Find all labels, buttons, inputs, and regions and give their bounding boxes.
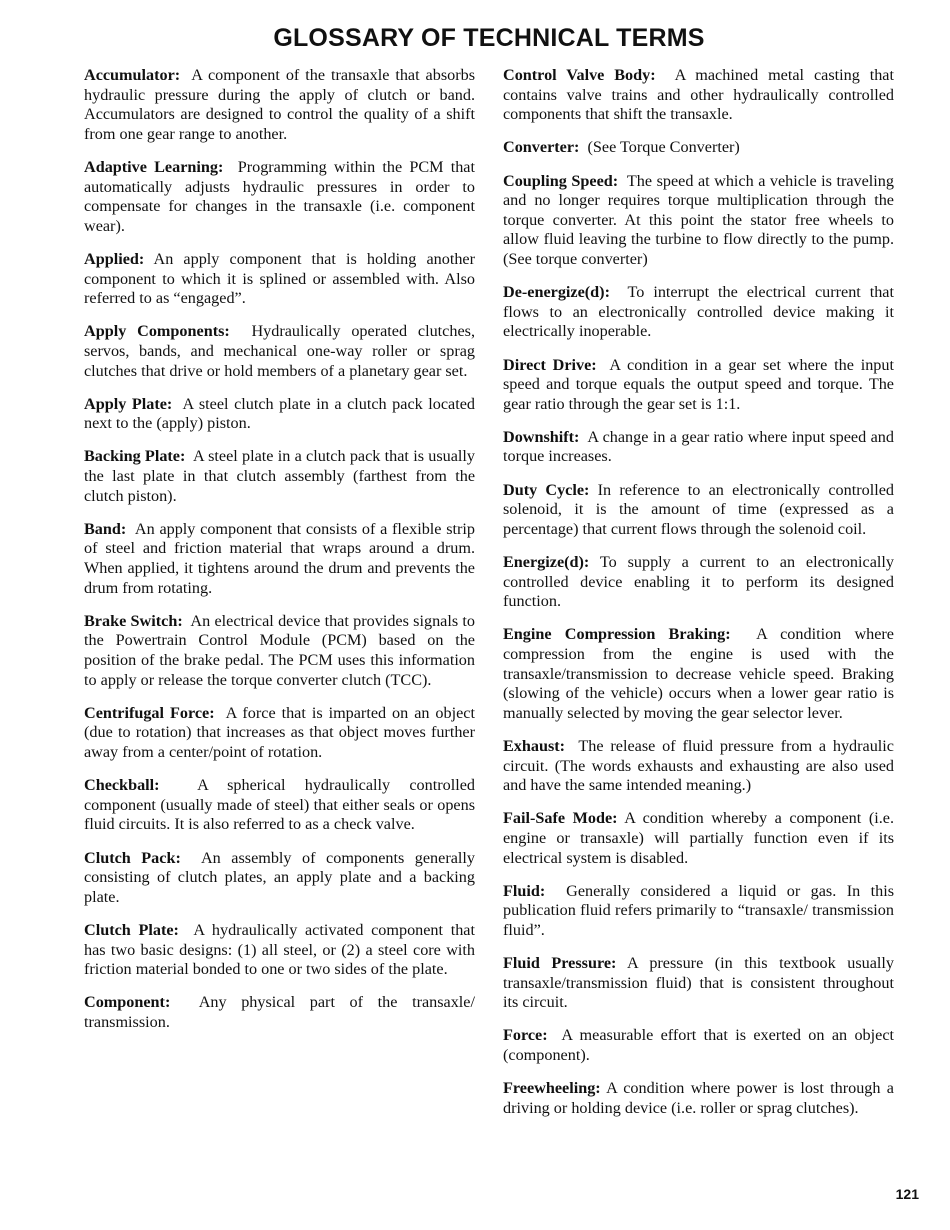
- glossary-term: Applied:: [84, 249, 145, 268]
- glossary-entry-checkball: [84, 776, 475, 835]
- glossary-term: Backing Plate:: [84, 447, 186, 466]
- glossary-term: Fluid Pressure:: [503, 954, 617, 973]
- glossary-definition: A condition where compression from the engine is used with the transaxle/transmission to decrease vehicle speed. Braking (slowing of the vehicle) occurs when a lower gear ratio is manually selected by moving the gear selector lever.: [503, 625, 894, 722]
- glossary-term: Band:: [84, 519, 127, 538]
- glossary-definition: A machined metal casting that contains valve trains and other hydraulically controlled components that shift the transaxle.: [503, 66, 894, 124]
- glossary-definition: A steel plate in a clutch pack that is usually the last plate in that clutch assembly (farthest from the clutch piston).: [84, 447, 476, 505]
- glossary-term: Clutch Plate:: [84, 920, 179, 939]
- glossary-definition: Hydraulically operated clutches, servos, bands, and mechanical one-way roller or sprag clutches that drive or hold members of a planetary gear set.: [84, 322, 475, 380]
- glossary-definition: Programming within the PCM that automatically adjusts hydraulic pressures in order to compensate for changes in the transaxle (i.e. component wear).: [84, 157, 475, 235]
- glossary-definition: A measurable effort that is exerted on an object (component).: [503, 1026, 894, 1065]
- glossary-definition: (See Torque Converter): [587, 138, 740, 157]
- glossary-term: Apply Components:: [84, 322, 230, 341]
- glossary-definition: A condition in a gear set where the input speed and torque equals the output speed and torque. The gear ratio through the gear set is 1:1.: [503, 355, 894, 413]
- glossary-term: Downshift:: [503, 427, 580, 446]
- glossary-definition: To interrupt the electrical current that flows to an electronically controlled device making it electrically inoperable.: [503, 283, 894, 341]
- glossary-entry-component: [84, 993, 475, 1032]
- glossary-term: Engine Compression Braking:: [503, 625, 731, 644]
- glossary-entry-brake-switch: [84, 612, 475, 690]
- glossary-definition: To supply a current to an electronically controlled device enabling it to perform its designed function.: [503, 553, 894, 611]
- glossary-term: Adaptive Learning:: [84, 157, 224, 176]
- glossary-entry-de-energize: [503, 283, 894, 342]
- glossary-entry-energize: [503, 553, 894, 612]
- glossary-entry-backing-plate: [84, 447, 475, 506]
- glossary-entry-downshift: [503, 428, 894, 467]
- glossary-definition: In reference to an electronically controlled solenoid, it is the amount of time (expressed as a percentage) that current flows through the solenoid coil.: [503, 480, 894, 538]
- glossary-term: Control Valve Body:: [503, 66, 656, 84]
- glossary-left-column: [84, 66, 475, 1046]
- glossary-entry-apply-components: [84, 322, 475, 381]
- glossary-definition: Any physical part of the transaxle/ transmission.: [84, 993, 475, 1031]
- glossary-term: Force:: [503, 1026, 548, 1045]
- glossary-entry-applied: [84, 250, 475, 309]
- glossary-definition: Generally considered a liquid or gas. In this publication fluid refers primarily to “transaxle/ transmission fluid”.: [503, 881, 895, 939]
- glossary-entry-accumulator: [84, 66, 475, 144]
- glossary-term: Centrifugal Force:: [84, 703, 215, 722]
- glossary-term: Brake Switch:: [84, 611, 183, 630]
- glossary-definition: A pressure (in this textbook usually transaxle/transmission fluid) that is consistent throughout its circuit.: [503, 954, 894, 1012]
- glossary-definition: The speed at which a vehicle is traveling and no longer requires torque multiplication through the torque converter. At this point the stator free wheels to allow fluid leaving the turbine to flow directly to the pump. (See torque converter): [503, 171, 894, 268]
- glossary-definition: An assembly of components generally consisting of clutch plates, an apply plate and a backing plate.: [84, 848, 475, 906]
- glossary-entry-exhaust: [503, 737, 894, 796]
- glossary-term: Checkball:: [84, 776, 160, 795]
- glossary-entry-force: [503, 1026, 894, 1065]
- glossary-term: Converter:: [503, 138, 580, 157]
- glossary-term: Direct Drive:: [503, 355, 597, 374]
- glossary-entry-fluid-pressure: [503, 954, 894, 1013]
- glossary-entry-freewheeling: [503, 1079, 894, 1118]
- glossary-term: Apply Plate:: [84, 394, 173, 413]
- glossary-entry-duty-cycle: [503, 481, 894, 540]
- glossary-definition: A spherical hydraulically controlled component (usually made of steel) that either seals or opens fluid circuits. It is also referred to as a check valve.: [84, 776, 475, 834]
- glossary-definition: A change in a gear ratio where input speed and torque increases.: [503, 427, 894, 466]
- glossary-definition: A condition where power is lost through a driving or holding device (i.e. roller or sprag clutches).: [503, 1079, 894, 1117]
- page-number: 121: [895, 1186, 919, 1202]
- glossary-right-column: [503, 66, 894, 1132]
- glossary-term: De-energize(d):: [503, 283, 610, 302]
- glossary-term: Fail-Safe Mode:: [503, 809, 618, 828]
- glossary-term: Energize(d):: [503, 553, 590, 572]
- glossary-term: Duty Cycle:: [503, 480, 590, 499]
- glossary-definition: An apply component that consists of a flexible strip of steel and friction material that wraps around a drum. When applied, it tightens around the drum and prevents the drum from rotating.: [84, 519, 475, 597]
- glossary-entry-fail-safe-mode: [503, 809, 894, 868]
- glossary-term: Coupling Speed:: [503, 171, 619, 190]
- glossary-definition: An electrical device that provides signals to the Powertrain Control Module (PCM) based on the position of the brake pedal. The PCM uses this information to apply or release the torque converter clutch (TCC).: [84, 611, 476, 689]
- glossary-entry-engine-compression-braking: [503, 625, 894, 723]
- glossary-entry-band: [84, 520, 475, 598]
- glossary-entry-fluid: [503, 882, 894, 941]
- glossary-entry-clutch-plate: [84, 921, 475, 980]
- glossary-entry-coupling-speed: [503, 172, 894, 270]
- glossary-entry-centrifugal-force: [84, 704, 475, 763]
- glossary-term: Fluid:: [503, 881, 546, 900]
- glossary-entry-control-valve-body: [503, 66, 894, 125]
- glossary-term: Accumulator:: [84, 66, 181, 84]
- glossary-definition: A force that is imparted on an object (due to rotation) that increases as that object moves further away from a center/point of rotation.: [84, 703, 475, 761]
- glossary-definition: A hydraulically activated component that has two basic designs: (1) all steel, or (2) a steel core with friction material bonded to one or two sides of the plate.: [84, 920, 475, 979]
- glossary-term: Clutch Pack:: [84, 848, 181, 867]
- glossary-definition: The release of fluid pressure from a hydraulic circuit. (The words exhausts and exhausting are also used and have the same intended meaning.): [503, 736, 894, 795]
- glossary-definition: A condition whereby a component (i.e. engine or transaxle) will partially function even if its electrical system is disabled.: [503, 809, 894, 867]
- glossary-definition: A component of the transaxle that absorbs hydraulic pressure during the apply of clutch or band. Accumulators are designed to control the quality of a shift from one gear range to another.: [84, 66, 476, 143]
- glossary-entry-direct-drive: [503, 356, 894, 415]
- glossary-entry-adaptive-learning: [84, 158, 475, 236]
- glossary-entry-apply-plate: [84, 395, 475, 434]
- glossary-term: Component:: [84, 993, 171, 1012]
- page-title: GLOSSARY OF TECHNICAL TERMS: [273, 24, 705, 52]
- glossary-entry-clutch-pack: [84, 849, 475, 908]
- glossary-term: Exhaust:: [503, 736, 566, 755]
- glossary-term: Freewheeling:: [503, 1079, 601, 1098]
- glossary-definition: An apply component that is holding another component to which it is splined or assembled with. Also referred to as “engaged”.: [84, 249, 475, 308]
- glossary-entry-converter: [503, 138, 894, 158]
- glossary-definition: A steel clutch plate in a clutch pack located next to the (apply) piston.: [84, 394, 476, 433]
